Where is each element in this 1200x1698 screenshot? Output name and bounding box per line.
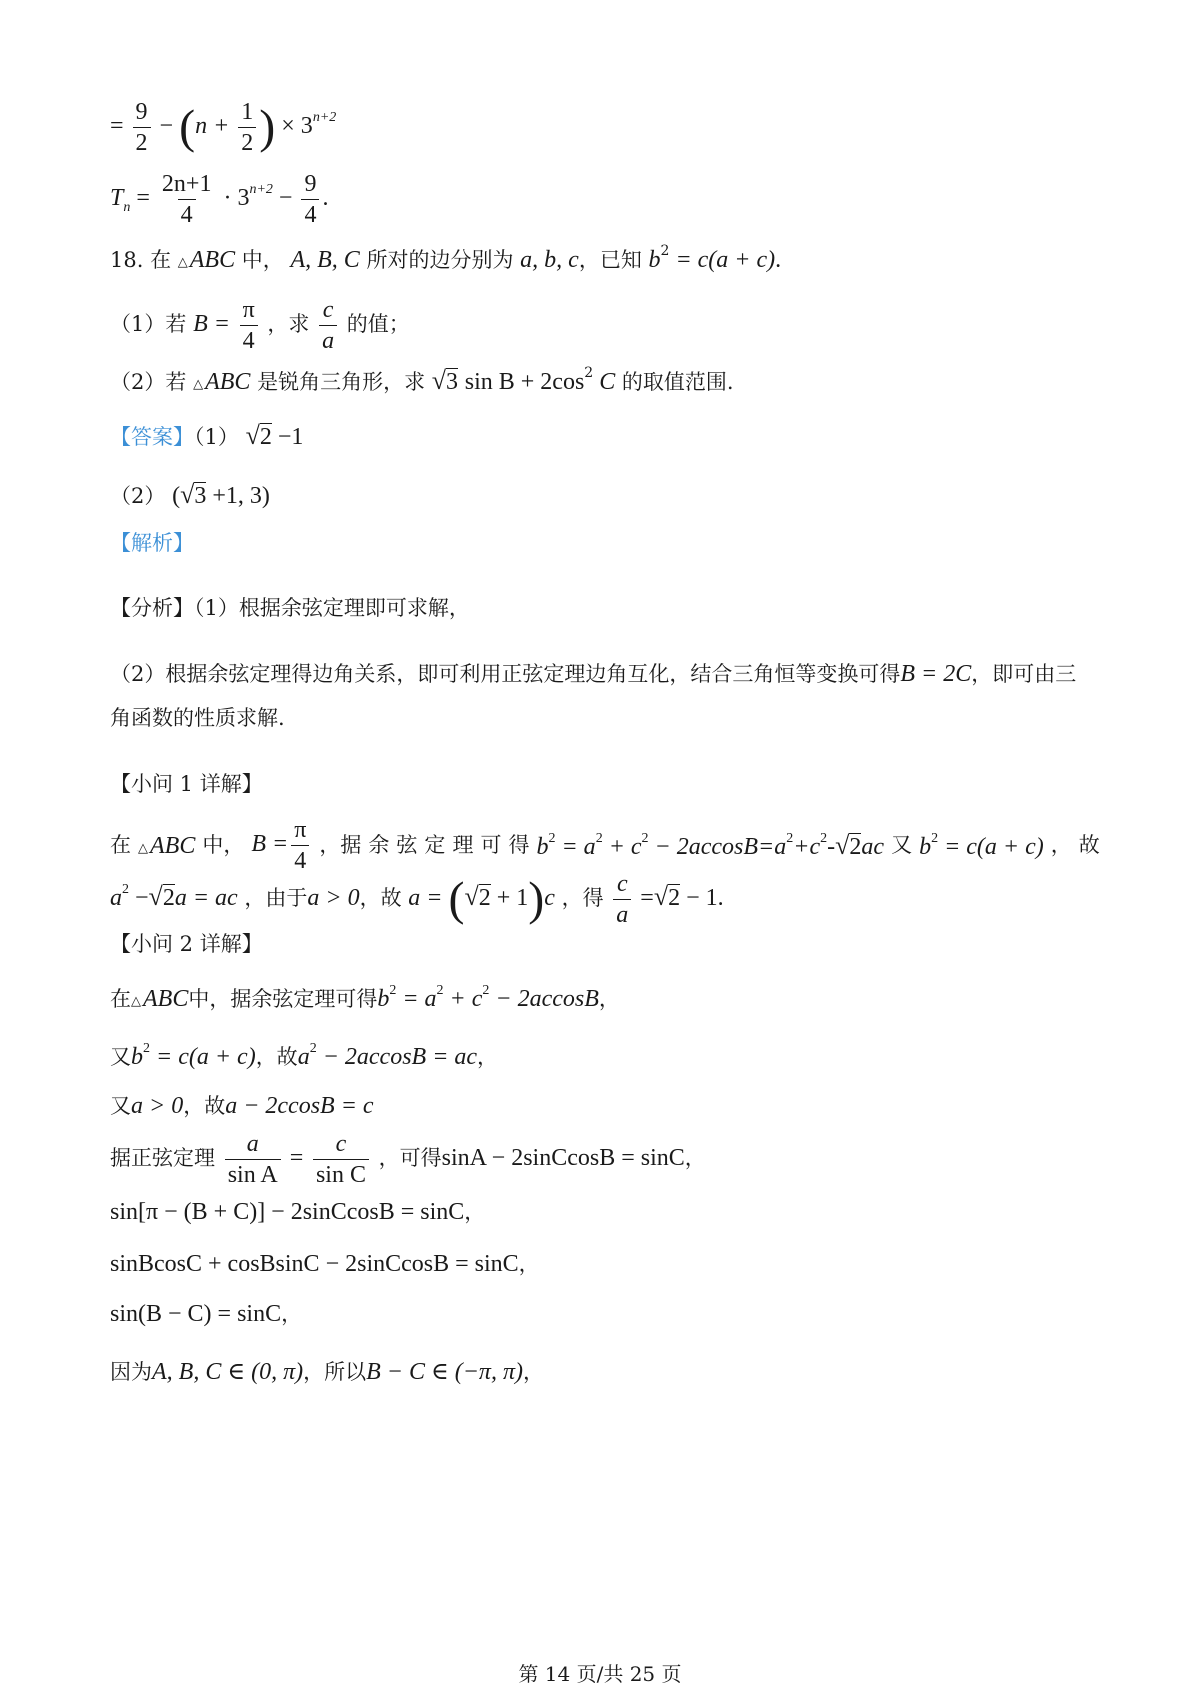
text: · 3 bbox=[223, 185, 250, 212]
text: 4 bbox=[301, 199, 319, 227]
text: ， bbox=[684, 1146, 706, 1170]
text: . bbox=[322, 185, 329, 212]
text: ABC bbox=[150, 832, 196, 859]
text: 因为 bbox=[110, 1360, 152, 1384]
text: 4 bbox=[291, 845, 309, 873]
detail-2-line-4 bbox=[110, 1132, 706, 1187]
text: 【分析】 bbox=[110, 596, 194, 620]
text: 9 bbox=[304, 171, 317, 197]
text: 4 bbox=[240, 325, 258, 353]
text: ( bbox=[172, 483, 181, 509]
text: ，得 bbox=[561, 886, 604, 910]
answer-2 bbox=[110, 482, 270, 508]
text: π bbox=[294, 817, 307, 843]
text: （2） bbox=[110, 484, 166, 508]
text: b bbox=[536, 834, 549, 860]
text: − 1. bbox=[680, 885, 724, 911]
text: ABC bbox=[189, 247, 236, 273]
answer-tag: 【答案】 bbox=[110, 425, 194, 449]
paren-left: ( bbox=[179, 100, 196, 154]
sqrt bbox=[180, 482, 206, 508]
detail-2-line-1 bbox=[110, 984, 620, 1011]
text: 故 bbox=[1078, 833, 1100, 857]
subquestion-1-heading: 【小问 1 详解】 bbox=[110, 772, 263, 796]
paren-left: ( bbox=[448, 872, 465, 926]
text: 又 bbox=[110, 1094, 131, 1118]
text: 的取值范围. bbox=[621, 370, 734, 394]
text: n+2 bbox=[249, 182, 273, 198]
text: 又 bbox=[110, 1045, 131, 1069]
text: ，求 bbox=[267, 312, 310, 336]
text: 2 bbox=[668, 885, 681, 911]
sqrt bbox=[432, 368, 458, 394]
text: 又 bbox=[891, 833, 913, 857]
text: ，故 bbox=[183, 1094, 226, 1118]
text: （2）根据余弦定理得边角关系，即可利用正弦定理边角互化，结合三角恒等变换可得 bbox=[110, 662, 901, 686]
text: - bbox=[827, 834, 836, 860]
text: B − C ∈ (−π, π) bbox=[366, 1359, 523, 1385]
detail-2-line-7 bbox=[110, 1302, 302, 1326]
text: b bbox=[131, 1044, 143, 1070]
text: − bbox=[129, 885, 149, 911]
text: ，所以 bbox=[303, 1360, 367, 1384]
text: 中， bbox=[235, 248, 284, 272]
text: 2 bbox=[436, 983, 444, 998]
text: ac bbox=[861, 834, 885, 860]
fraction bbox=[225, 1132, 281, 1187]
text: = bbox=[634, 885, 654, 911]
text: T bbox=[110, 185, 124, 212]
text: + 1 bbox=[490, 885, 529, 911]
fraction bbox=[313, 1132, 369, 1187]
text: b bbox=[648, 247, 661, 273]
fraction bbox=[133, 100, 151, 155]
text: （2）若 bbox=[110, 370, 187, 394]
text: n+2 bbox=[312, 110, 337, 126]
text: sin A bbox=[225, 1159, 281, 1187]
text: b bbox=[377, 986, 390, 1012]
fraction bbox=[319, 298, 337, 353]
text: 据正弦定理 bbox=[110, 1146, 215, 1170]
triangle-icon: △ bbox=[138, 840, 149, 856]
detail-1-line-2 bbox=[110, 872, 724, 927]
text: b bbox=[919, 834, 932, 860]
radical-icon: √ bbox=[653, 882, 669, 911]
text: 在 bbox=[110, 987, 131, 1011]
text: 定 bbox=[424, 833, 446, 857]
text: c bbox=[335, 1131, 347, 1157]
text: a − 2ccosB = c bbox=[225, 1093, 374, 1119]
paren-right: ) bbox=[259, 100, 276, 154]
text: A, B, C bbox=[290, 247, 360, 273]
text: c bbox=[544, 885, 555, 911]
fraction bbox=[613, 872, 631, 927]
text: B = bbox=[193, 311, 230, 337]
radical-icon: √ bbox=[464, 882, 479, 911]
text: 2 bbox=[931, 831, 939, 846]
analysis-line-2 bbox=[110, 662, 1076, 686]
text: sin[π − (B + C)] − 2sinCcosB = sinC bbox=[110, 1199, 465, 1225]
text: − bbox=[159, 113, 174, 140]
text: （1）若 bbox=[110, 312, 187, 336]
text: = c(a + c) bbox=[669, 247, 776, 273]
text: 2 bbox=[595, 831, 603, 846]
sqrt bbox=[835, 833, 861, 859]
text: sinBcosC + cosBsinC − 2sinCcosB = sinC bbox=[110, 1251, 519, 1277]
text: sin B + 2cos bbox=[464, 369, 585, 395]
text: A, B, C ∈ (0, π) bbox=[152, 1359, 304, 1385]
text: a bbox=[319, 325, 337, 353]
text: C bbox=[593, 369, 616, 395]
text: ， bbox=[522, 1360, 544, 1384]
text: 2n+1 bbox=[161, 171, 212, 197]
text: 18. 在 bbox=[110, 248, 172, 272]
text: a bbox=[110, 885, 122, 911]
text: ，即可由三 bbox=[971, 662, 1077, 686]
text: −1 bbox=[271, 424, 304, 450]
text: ABC bbox=[205, 369, 251, 395]
sqrt bbox=[149, 884, 175, 910]
text: ， bbox=[281, 1302, 303, 1326]
text: 中， bbox=[202, 833, 245, 857]
text: 2 bbox=[849, 834, 862, 860]
detail-2-line-6 bbox=[110, 1252, 540, 1276]
text: ，由于 bbox=[244, 886, 308, 910]
text: 在 bbox=[110, 833, 131, 857]
text: 2 bbox=[259, 424, 272, 450]
sqrt bbox=[246, 423, 272, 449]
text: = a bbox=[555, 834, 596, 860]
detail-2-line-8 bbox=[110, 1360, 544, 1384]
text: = bbox=[130, 185, 150, 212]
text: ， bbox=[518, 1252, 540, 1276]
radical-icon: √ bbox=[148, 882, 163, 911]
text: ， bbox=[1050, 833, 1072, 857]
detail-2-line-2 bbox=[110, 1042, 498, 1069]
subquestion-2-heading: 【小问 2 详解】 bbox=[110, 932, 263, 956]
text: 2 bbox=[122, 882, 129, 897]
text: 2 bbox=[584, 365, 594, 381]
text: B = 2C bbox=[900, 661, 972, 687]
text: （1） bbox=[194, 425, 239, 449]
text: = a bbox=[396, 986, 437, 1012]
paren-right: ) bbox=[528, 872, 545, 926]
text: a bbox=[246, 1131, 259, 1157]
question-18-part-1 bbox=[110, 298, 410, 353]
text: 2 bbox=[548, 831, 556, 846]
text: π bbox=[242, 297, 255, 323]
text: 的值； bbox=[346, 312, 410, 336]
detail-2-line-5 bbox=[110, 1200, 485, 1224]
text: 理 bbox=[452, 833, 474, 857]
text: 得 bbox=[508, 833, 530, 857]
text: c bbox=[616, 871, 628, 897]
text: = bbox=[283, 1145, 304, 1171]
text: 2 bbox=[309, 1041, 317, 1056]
text: 2 bbox=[133, 127, 151, 155]
text: a bbox=[297, 1044, 310, 1070]
text: +c bbox=[793, 834, 821, 860]
text: ， bbox=[477, 1045, 499, 1069]
sqrt bbox=[654, 884, 680, 910]
text: 2 bbox=[143, 1041, 150, 1056]
radical-icon: √ bbox=[245, 421, 260, 450]
question-18 bbox=[110, 244, 781, 272]
fraction bbox=[240, 298, 258, 353]
text: 2 bbox=[482, 983, 490, 998]
radical-icon: √ bbox=[431, 366, 447, 395]
fraction bbox=[159, 172, 215, 227]
text: 2 bbox=[641, 831, 649, 846]
text: c bbox=[322, 297, 334, 323]
detail-1-line-1 bbox=[110, 818, 1100, 873]
text: = c(a + c) bbox=[150, 1044, 256, 1070]
text: 中，据余弦定理可得 bbox=[188, 987, 378, 1011]
text: 9 bbox=[135, 99, 148, 125]
triangle-icon: △ bbox=[131, 994, 141, 1009]
text: ， bbox=[598, 987, 620, 1011]
text: ，据 bbox=[319, 833, 362, 857]
analysis-tag: 【解析】 bbox=[110, 531, 194, 555]
text: a = bbox=[408, 885, 443, 911]
text: a > 0 bbox=[131, 1093, 184, 1119]
text: a, b, c bbox=[520, 247, 579, 273]
text: − 2accosB=a bbox=[648, 834, 787, 860]
text: （1）根据余弦定理即可求解， bbox=[194, 596, 470, 620]
text: − bbox=[278, 185, 293, 212]
fraction bbox=[238, 100, 256, 155]
text: 2 bbox=[478, 885, 491, 911]
text: 弦 bbox=[396, 833, 418, 857]
text: 2 bbox=[820, 831, 828, 846]
text: n bbox=[123, 200, 131, 216]
fraction bbox=[301, 172, 319, 227]
equation-line-2 bbox=[110, 172, 328, 227]
text: 是锐角三角形，求 bbox=[257, 370, 426, 394]
analysis-line-1 bbox=[110, 598, 470, 619]
text: − 2accosB = ac bbox=[316, 1044, 478, 1070]
text: 余 bbox=[368, 833, 390, 857]
text: ，故 bbox=[359, 886, 402, 910]
text: sin C bbox=[313, 1159, 369, 1187]
text: 2 bbox=[238, 127, 256, 155]
text: ，已知 bbox=[578, 248, 642, 272]
text: = bbox=[110, 113, 124, 140]
text: 1 bbox=[241, 99, 254, 125]
text: sin(B − C) = sinC bbox=[110, 1301, 282, 1327]
text: a bbox=[613, 899, 631, 927]
text: 所对的边分别为 bbox=[359, 248, 514, 272]
text: . bbox=[775, 247, 782, 273]
text: − 2accosB bbox=[489, 986, 599, 1012]
page-footer: 第 14 页/共 25 页 bbox=[518, 1662, 682, 1686]
question-18-part-2 bbox=[110, 366, 734, 394]
sqrt bbox=[464, 884, 490, 910]
radical-icon: √ bbox=[835, 831, 850, 860]
text: a = ac bbox=[174, 885, 238, 911]
text: + c bbox=[443, 986, 483, 1012]
text: 4 bbox=[178, 199, 196, 227]
equation-line-1 bbox=[110, 100, 336, 155]
text: 2 bbox=[660, 243, 670, 259]
text: × 3 bbox=[281, 113, 313, 140]
text: = c(a + c) bbox=[938, 834, 1044, 860]
text: ， bbox=[464, 1200, 486, 1224]
text: 可 bbox=[480, 833, 502, 857]
text: 3 bbox=[446, 369, 459, 395]
text: n + bbox=[195, 113, 230, 140]
triangle-icon: △ bbox=[177, 255, 188, 270]
detail-2-line-3 bbox=[110, 1094, 374, 1118]
text: 2 bbox=[389, 983, 397, 998]
answer-1 bbox=[110, 423, 303, 449]
triangle-icon: △ bbox=[193, 377, 204, 392]
text: B = bbox=[251, 831, 289, 857]
text: ，故 bbox=[255, 1045, 298, 1069]
text: a > 0 bbox=[307, 885, 360, 911]
fraction bbox=[291, 818, 309, 873]
text: sinA − 2sinCcosB = sinC bbox=[441, 1145, 685, 1171]
text: +1, 3) bbox=[206, 483, 270, 509]
radical-icon: √ bbox=[180, 480, 195, 509]
text: ABC bbox=[143, 986, 189, 1012]
text: ，可得 bbox=[378, 1146, 442, 1170]
text: + c bbox=[602, 834, 642, 860]
text: 3 bbox=[194, 483, 207, 509]
text: 2 bbox=[162, 885, 175, 911]
analysis-line-3: 角函数的性质求解. bbox=[110, 706, 285, 730]
text: 2 bbox=[786, 831, 794, 846]
